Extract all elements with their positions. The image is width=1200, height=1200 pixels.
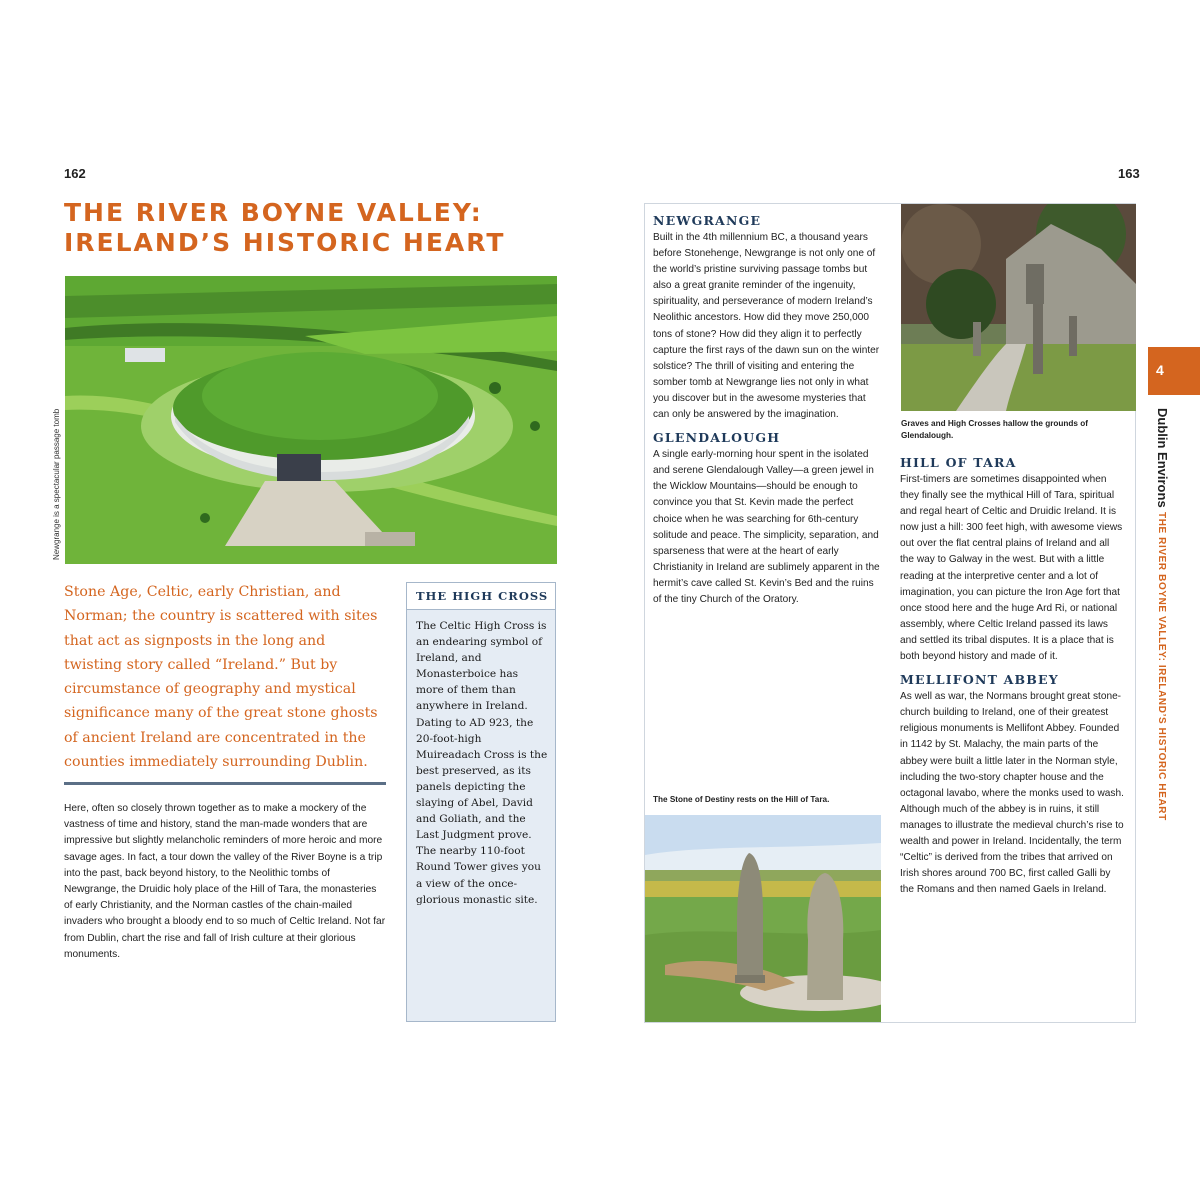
newgrange-heading: NEWGRANGE <box>653 213 762 228</box>
tara-caption: The Stone of Destiny rests on the Hill of Tara. <box>653 795 830 804</box>
hill-of-tara-heading: HILL OF TARA <box>900 455 1017 470</box>
chapter-tab <box>1148 347 1200 395</box>
title-line-1: THE RIVER BOYNE VALLEY: <box>64 198 483 227</box>
chapter-tab-number: 4 <box>1156 362 1164 378</box>
body-text-block <box>64 801 386 963</box>
newgrange-illustration <box>65 276 557 564</box>
newgrange-photo <box>65 276 557 564</box>
hill-of-tara-text: First-timers are sometimes disappointed when they finally see the mythical Hill of Tara, spiritual and regal heart of Celtic and Druidic Ireland. It is now just a hill: 300 feet high, with awesome views out over the flat central plains of Ireland and all the way to Galway in the west. But with a little reading at the interpretive center and a lot of imagination, you can picture the Iron Age fort that once stood here and the huge Ard Ri, or national assembly, where Celtic Ireland passed its laws and settled its tribal disputes. It is a place that is both beyond history and made of it. <box>900 474 1123 663</box>
intro-divider <box>64 782 386 785</box>
sidebar-text: The Celtic High Cross is an endearing symbol of Ireland, and Monasterboice has more of them than anywhere in Ireland. Dating to AD 923, the 20-foot-high Muireadach Cross is the best preserved, as its panels depicting the slaying of Abel, David and Goliath, and the Last Judgment prove. The nearby 110-foot Round Tower gives you a view of the once-glorious monastic site. <box>416 620 548 906</box>
tara-stone-illustration <box>645 815 881 1022</box>
left-page-number: 162 <box>64 166 86 181</box>
newgrange-photo-caption: Newgrange is a spectacular passage tomb <box>52 408 61 560</box>
right-page-number: 163 <box>1118 166 1140 181</box>
right-column-1 <box>653 213 881 608</box>
running-head: THE RIVER BOYNE VALLEY: IRELAND’S HISTORIC HEART <box>1156 512 1167 821</box>
glendalough-illustration <box>901 204 1136 411</box>
high-cross-sidebar <box>406 582 556 1022</box>
tara-photo <box>645 815 881 1022</box>
sidebar-heading: THE HIGH CROSS <box>407 583 555 610</box>
chapter-title: Dublin Environs <box>1155 408 1170 508</box>
glendalough-photo <box>901 204 1136 411</box>
intro-paragraph: Stone Age, Celtic, early Christian, and Norman; the country is scattered with sites that act as signposts in the long and twisting story called “Ireland.” But by circumstance of geography and mystical significance many of the great stone ghosts of ancient Ireland are concentrated in the counties immediately surrounding Dublin. <box>64 584 378 771</box>
right-column-2 <box>900 455 1126 898</box>
page-title <box>64 198 544 258</box>
body-paragraph: Here, often so closely thrown together as to make a mockery of the vastness of time and history, stand the man-made wonders that are impressive but slightly melancholic reminders of more heroic and more savage ages. In fact, a tour down the valley of the River Boyne is a trip into the past, back beyond history, to the Neolithic tombs of Newgrange, the Druidic holy place of the Hill of Tara, the monasteries of early Christianity, and the Norman castles of the chain-mailed invaders who brought a bloody end to so much of Celtic Ireland. Not far from Dublin, chart the rise and fall of Irish culture at their glorious monuments. <box>64 803 386 960</box>
mellifont-heading: MELLIFONT ABBEY <box>900 672 1059 688</box>
newgrange-text: Built in the 4th millennium BC, a thousand years before Stonehenge, Newgrange is not only one of the world’s pristine surviving passage tombs but also a great granite reminder of the ingenuity, spirituality, and perseverance of modern Ireland’s Neolithic ancestors. How did they move 250,000 tons of stone? How did they align it to perfectly capture the first rays of the dawn sun on the winter solstice? The thrill of visiting and entering the somber tomb at Newgrange lies not only in what you discover but in the awesome mysteries that can only be answered by the imagination. <box>653 232 880 421</box>
glendalough-heading: GLENDALOUGH <box>653 430 781 446</box>
mellifont-text: As well as war, the Normans brought great stone-church building to Ireland, one of their greatest religious monuments is Mellifont Abbey. Founded in 1142 by St. Malachy, the main parts of the abbey were built a little later in the Norman style, including the two-story chapter house and the octagonal lavabo, where the monks used to wash. Although much of the abbey is in ruins, it still manages to illustrate the medieval church’s rise to wealth and power in Ireland. Incidentally, the term “Celtic” is derived from the tribes that arrived on Irish shores around 700 BC, first called Galli by the Romans and then named Gaels in Ireland. <box>900 691 1124 896</box>
glendalough-caption: Graves and High Crosses hallow the grounds of Glendalough. <box>901 419 1088 440</box>
title-line-2: IRELAND’S HISTORIC HEART <box>64 228 506 257</box>
glendalough-text: A single early-morning hour spent in the isolated and serene Glendalough Valley—a green jewel in the Wicklow Mountains—should be enough to convince you that St. Kevin made the perfect choice when he was searching for 6th-century solitude and peace. The simplicity, separation, and sparseness that were at the heart of early Christianity in Ireland are sublimely apparent in the hermit’s cave called St. Kevin’s Bed and the ruins of the tiny Church of the Oratory. <box>653 449 880 605</box>
